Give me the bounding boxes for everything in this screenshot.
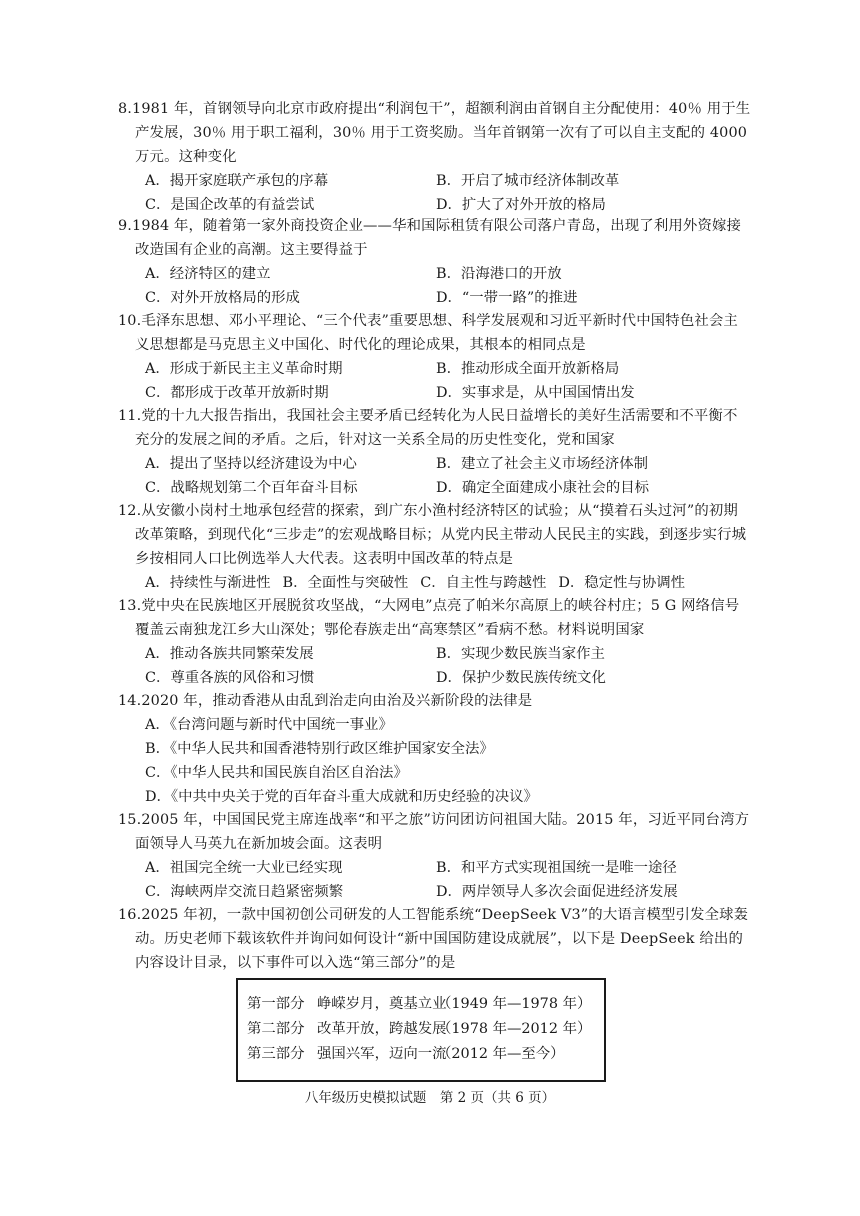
question-stem: 16.2025 年初，一款中国初创公司研发的人工智能系统“DeepSeek V3”的大语言模型引发全球轰动。历史老师下载该软件并询问如何设计“新中国国防建设成就展”，以下是 DeepSeek 给出的内容设计目录，以下事件可以入选“第三部分”的是 (118, 907, 749, 971)
option-a: A．《台湾问题与新时代中国统一事业》 (145, 717, 393, 733)
question-stem: 13.党中央在民族地区开展脱贫攻坚战，“大网电”点亮了帕米尔高原上的峡谷村庄；5 G 网络信号覆盖云南独龙江乡大山深处；鄂伦春族走出“高寒禁区”看病不愁。材料说明国家 (118, 598, 740, 638)
question-stem: 11.党的十九大报告指出，我国社会主要矛盾已经转化为人民日益增长的美好生活需要和不平衡不充分的发展之间的矛盾。之后，针对这一关系全局的历史性变化，党和国家 (118, 408, 738, 448)
option-c: C．海峡两岸交流日趋紧密频繁 (145, 884, 344, 900)
question-stem: 12.从安徽小岗村土地承包经营的探索，到广东小渔村经济特区的试验；从“摸着石头过河”的初期改革策略，到现代化“三步走”的宏观战略目标；从党内民主带动人民民主的实践，到逐步实行城乡按相同人口比例选举人大代表。这表明中国改革的特点是 (118, 503, 747, 567)
option-d: D．《中共中央关于党的百年奋斗重大成就和历史经验的决议》 (145, 789, 538, 805)
option-c: C．自主性与跨越性 (420, 575, 547, 591)
question-8 (118, 97, 752, 217)
option-a: A．经济特区的建立 (145, 266, 271, 282)
outline-title: 强国兴军，迈向一流 (317, 1046, 447, 1062)
question-stem: 14.2020 年，推动香港从由乱到治走向由治及兴新阶段的法律是 (118, 693, 533, 709)
option-c: C．是国企改革的有益尝试 (145, 197, 315, 213)
option-b: B．《中华人民共和国香港特别行政区维护国家安全法》 (145, 741, 494, 757)
option-a: A．揭开家庭联产承包的序幕 (145, 173, 329, 189)
option-a: A．提出了坚持以经济建设为中心 (145, 456, 357, 472)
outline-title: 改革开放，跨越发展 (317, 1021, 447, 1037)
option-c: C．都形成于改革开放新时期 (145, 385, 329, 401)
option-a: A．推动各族共同繁荣发展 (145, 646, 314, 662)
outline-part: 第一部分 (247, 996, 305, 1012)
option-d: D．两岸领导人多次会面促进经济发展 (436, 884, 678, 900)
outline-row (247, 1042, 604, 1067)
question-11 (118, 404, 752, 500)
option-d: D．扩大了对外开放的格局 (436, 197, 606, 213)
option-c: C．尊重各族的风俗和习惯 (145, 670, 315, 686)
option-c: C．对外开放格局的形成 (145, 290, 300, 306)
content-outline-box (236, 978, 606, 1082)
option-b: B．推动形成全面开放新格局 (436, 361, 620, 377)
question-10 (118, 309, 752, 405)
option-d: D．实事求是，从中国国情出发 (436, 385, 635, 401)
outline-part: 第三部分 (247, 1046, 305, 1062)
outline-period: （1978 年—2012 年） (437, 1021, 592, 1037)
question-12 (118, 499, 752, 595)
outline-period: （1949 年—1978 年） (437, 996, 592, 1012)
option-d: D．“一带一路”的推进 (436, 290, 578, 306)
question-16 (118, 903, 752, 975)
question-stem: 9.1984 年，随着第一家外商投资企业——华和国际租赁有限公司落户青岛，出现了利用外资嫁接改造国有企业的高潮。这主要得益于 (118, 218, 742, 258)
page-footer: 八年级历史模拟试题 第 2 页（共 6 页） (304, 1090, 556, 1106)
outline-title: 峥嵘岁月，奠基立业 (317, 996, 447, 1012)
question-stem: 10.毛泽东思想、邓小平理论、“三个代表”重要思想、科学发展观和习近平新时代中国特色社会主义思想都是马克思主义中国化、时代化的理论成果，其根本的相同点是 (118, 313, 738, 353)
outline-period: （2012 年—至今） (437, 1046, 565, 1062)
question-stem: 8.1981 年，首钢领导向北京市政府提出“利润包干”，超额利润由首钢自主分配使用：40％ 用于生产发展，30％ 用于职工福利，30％ 用于工资奖励。当年首钢第一次有了可以自主支配的 4000 万元。这种变化 (118, 101, 751, 165)
option-c: C．战略规划第二个百年奋斗目标 (145, 480, 358, 496)
option-b: B．实现少数民族当家作主 (436, 646, 605, 662)
question-14 (118, 689, 752, 809)
option-d: D．保护少数民族传统文化 (436, 670, 606, 686)
outline-part: 第二部分 (247, 1021, 305, 1037)
option-b: B．建立了社会主义市场经济体制 (436, 456, 649, 472)
outline-row (247, 1017, 604, 1042)
option-d: D．确定全面建成小康社会的目标 (436, 480, 650, 496)
option-a: A．形成于新民主主义革命时期 (145, 361, 343, 377)
question-9 (118, 214, 752, 310)
outline-row (247, 992, 604, 1017)
option-a: A．祖国完全统一大业已经实现 (145, 860, 343, 876)
question-13 (118, 594, 752, 690)
option-d: D．稳定性与协调性 (558, 575, 686, 591)
option-b: B．沿海港口的开放 (436, 266, 562, 282)
question-stem: 15.2005 年，中国国民党主席连战率“和平之旅”访问团访问祖国大陆。2015 年，习近平同台湾方面领导人马英九在新加坡会面。这表明 (118, 812, 750, 852)
option-b: B．开启了城市经济体制改革 (436, 173, 620, 189)
option-c: C．《中华人民共和国民族自治区自治法》 (145, 765, 408, 781)
question-15 (118, 808, 752, 904)
option-b: B．全面性与突破性 (282, 575, 409, 591)
option-b: B．和平方式实现祖国统一是唯一途径 (436, 860, 677, 876)
option-a: A．持续性与渐进性 (145, 575, 271, 591)
